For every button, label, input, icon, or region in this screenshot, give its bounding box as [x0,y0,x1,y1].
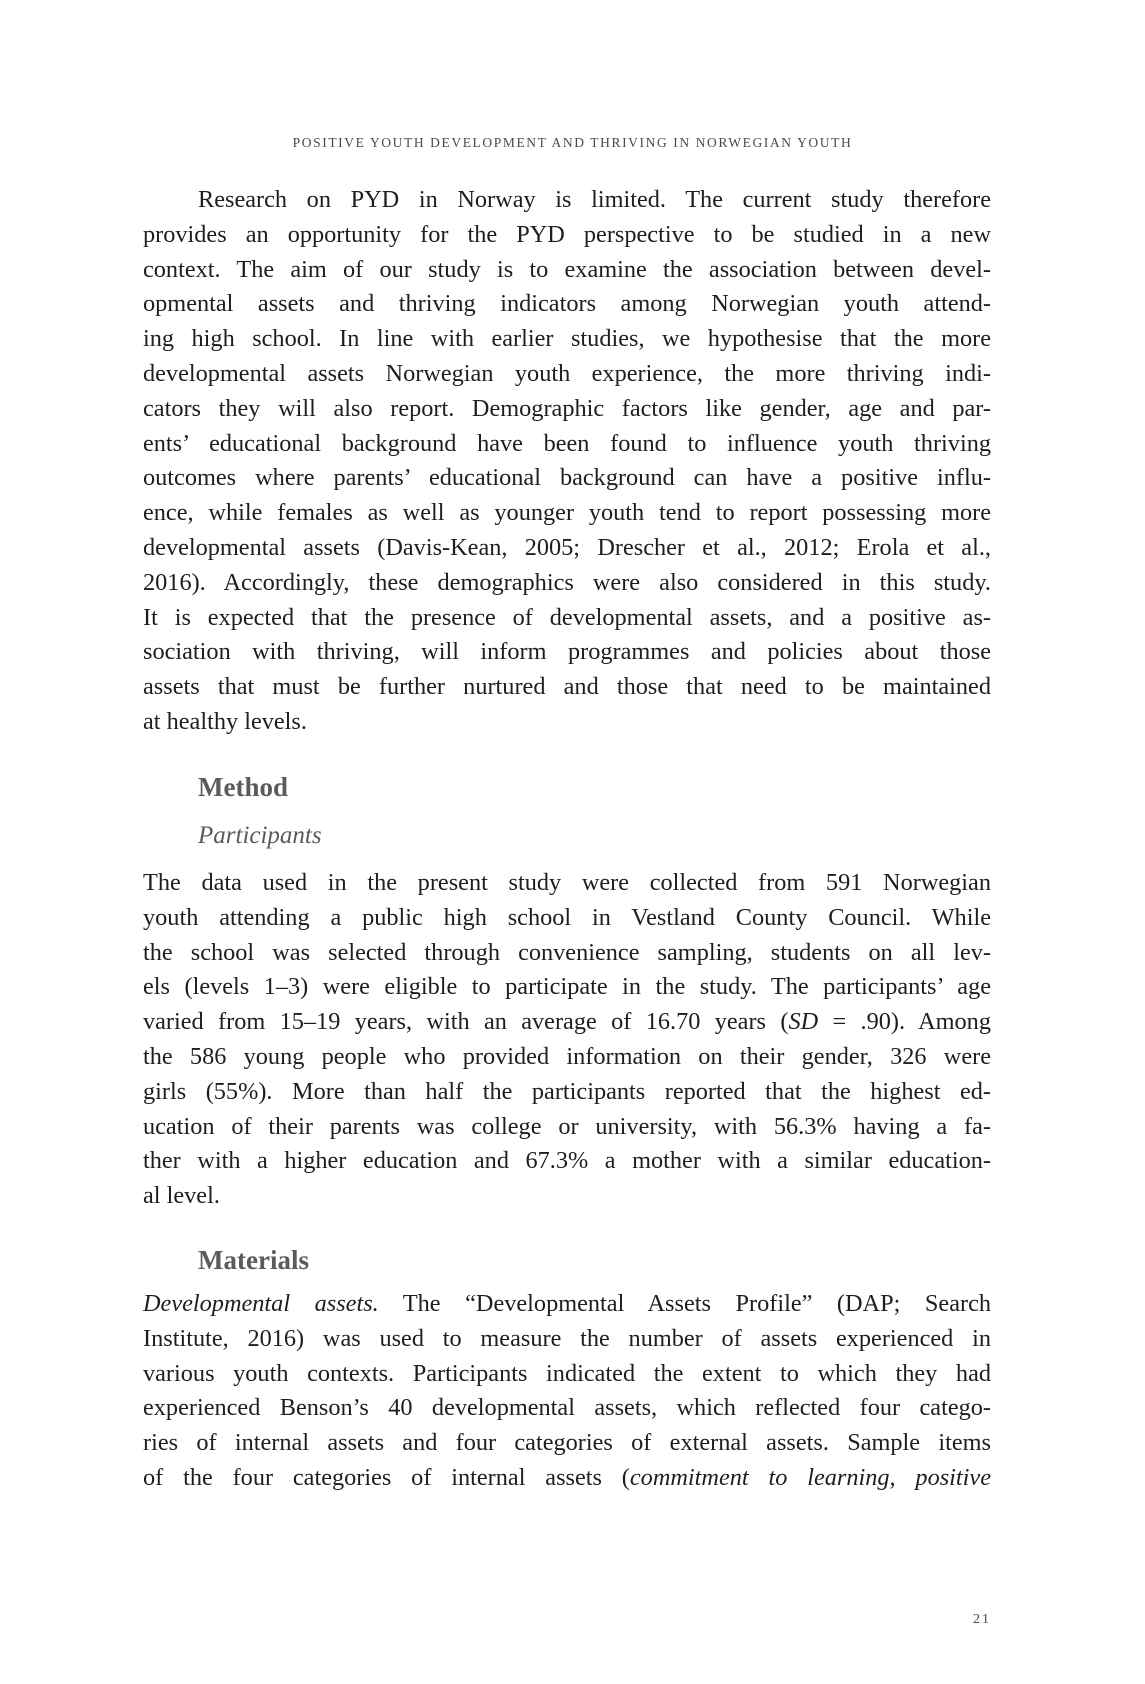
text-line: provides an opportunity for the PYD perspective to be studied in a new [143,220,991,248]
run-in-term: Developmental assets. [143,1290,379,1317]
text-segment: varied from 15–19 years, with an average of 16.70 years ( [143,1008,789,1036]
text-line: various youth contexts. Participants indicated the extent to which they had [143,1359,991,1387]
text-line: developmental assets Norwegian youth experience, the more thriving indi- [143,359,991,387]
text-segment: The “Developmental Assets Profile” (DAP; Search [378,1290,992,1317]
text-line: assets that must be further nurtured and those that need to be maintained [143,673,991,701]
text-line: context. The aim of our study is to examine the association between devel- [143,255,991,283]
text-line: outcomes where parents’ educational background can have a positive influ- [143,464,991,492]
page-number: 21 [973,1612,991,1627]
method-heading: Method [198,772,288,802]
text-line: Research on PYD in Norway is limited. The current study therefore [198,186,991,213]
text-line: 2016). Accordingly, these demographics were also considered in this study. [143,568,991,596]
text-line: The data used in the present study were collected from 591 Norwegian [143,869,991,896]
text-line: developmental assets (Davis-Kean, 2005; Drescher et al., 2012; Erola et al., [143,533,991,561]
text-line: ucation of their parents was college or university, with 56.3% having a fa- [143,1112,991,1140]
text-line: opmental assets and thriving indicators among Norwegian youth attend- [143,290,991,318]
text-line: ries of internal assets and four categories of external assets. Sample items [143,1429,991,1457]
participants-heading: Participants [198,822,322,849]
text-line: ther with a higher education and 67.3% a mother with a similar education- [143,1147,991,1175]
intro-paragraph [143,183,991,740]
text-line: experienced Benson’s 40 developmental assets, which reflected four catego- [143,1394,991,1422]
text-line: cators they will also report. Demographic factors like gender, age and par- [143,394,991,422]
text-line: the 586 young people who provided information on their gender, 326 were [143,1042,991,1070]
italic-segment: commitment to learning, positive [629,1463,992,1491]
materials-heading: Materials [198,1245,309,1275]
running-head: POSITIVE YOUTH DEVELOPMENT AND THRIVING IN NORWEGIAN YOUTH [292,135,853,150]
text-line: ing high school. In line with earlier studies, we hypothesise that the more [143,325,991,353]
text-line: els (levels 1–3) were eligible to participate in the study. The participants’ age [143,973,991,1001]
text-line: at healthy levels. [143,707,307,735]
text-segment: = .90). Among [818,1008,991,1036]
text-line: It is expected that the presence of developmental assets, and a positive as- [143,603,991,631]
materials-paragraph [143,1287,991,1496]
text-line: youth attending a public high school in Vestland County Council. While [143,903,991,931]
text-line: ents’ educational background have been found to influence youth thriving [143,429,991,457]
text-segment: of the four categories of internal assets ( [143,1463,630,1491]
text-line: Institute, 2016) was used to measure the number of assets experienced in [143,1324,991,1352]
text-line: girls (55%). More than half the participants reported that the highest ed- [143,1077,991,1105]
text-line [143,1005,991,1040]
text-line [143,1461,991,1496]
text-line: ence, while females as well as younger youth tend to report possessing more [143,499,991,527]
text-line: the school was selected through convenience sampling, students on all lev- [143,938,991,966]
sd-symbol: SD [788,1008,819,1036]
text-line: al level. [143,1182,220,1210]
text-line [143,1287,991,1322]
text-line: sociation with thriving, will inform programmes and policies about those [143,638,991,666]
participants-paragraph [143,866,991,1214]
